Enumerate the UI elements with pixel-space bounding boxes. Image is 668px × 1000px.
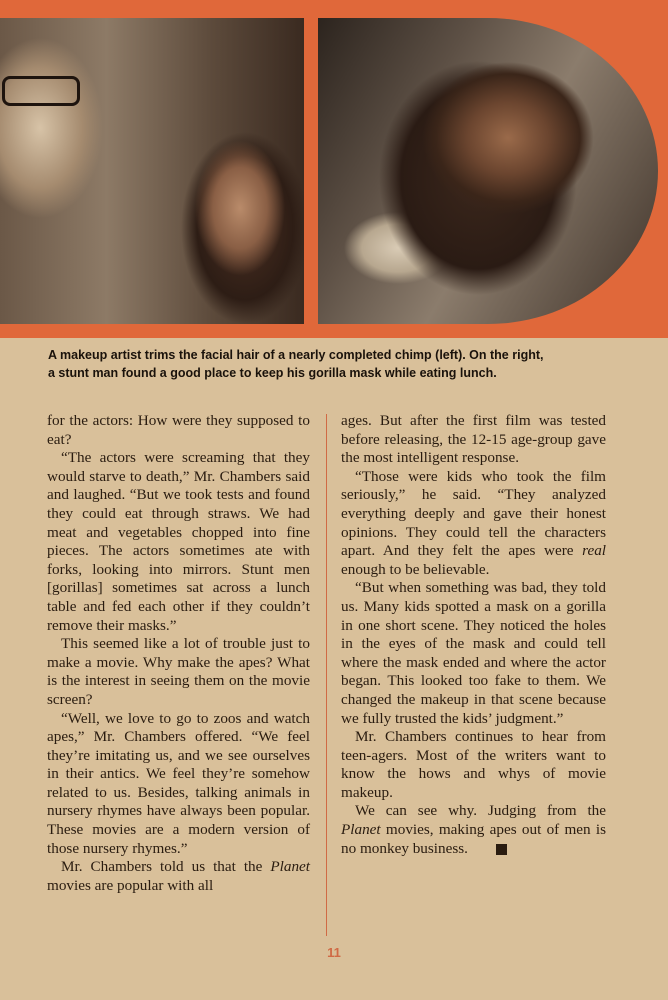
caption-line-2: a stunt man found a good place to keep his gorilla mask while eating lunch. <box>48 366 497 380</box>
left-paragraph-3: This seemed like a lot of trouble just to make a movie. Why make the apes? What is the interest in seeing them on the movie screen? <box>47 635 310 708</box>
left-p5-text-b: movies are popular with all <box>47 876 214 894</box>
right-paragraph-1: ages. But after the first film was tested before releasing, the 12-15 age-group gave the most intelligent response. <box>341 412 606 467</box>
left-text-column <box>47 412 310 895</box>
caption-line-1: A makeup artist trims the facial hair of a nearly completed chimp (left). On the right, <box>48 348 544 362</box>
photo-stunt-man-gorilla-mask <box>318 18 658 324</box>
right-paragraph-5 <box>341 802 606 858</box>
end-of-article-square-icon <box>496 844 507 855</box>
right-text-column <box>341 412 606 858</box>
left-paragraph-4: “Well, we love to go to zoos and watch apes,” Mr. Chambers offered. “We feel they’re imitating us, and we see ourselves in their antics. We feel they’re somehow related to us. Besides, talking animals in nursery rhymes have always been popular. These movies are a modern version of those nursery rhymes.” <box>47 709 310 857</box>
glasses-shape <box>2 76 80 106</box>
page-number: 11 <box>327 945 341 960</box>
left-p5-italic: Planet <box>270 858 311 876</box>
right-p5-text-a: We can see why. Judging from the <box>355 802 606 820</box>
right-p5-text-b: movies, making apes out of men is no monkey business. <box>341 821 607 857</box>
left-p5-text-a: Mr. Chambers told us that the <box>61 858 263 876</box>
right-p2-text-b: enough to be believable. <box>341 560 490 578</box>
right-paragraph-2 <box>341 468 606 580</box>
left-paragraph-1: for the actors: How were they supposed to eat? <box>47 412 310 448</box>
photo-caption <box>48 346 623 382</box>
right-p5-italic: Planet <box>341 821 381 839</box>
left-paragraph-2: “The actors were screaming that they would starve to death,” Mr. Chambers said and laughed. “But we took tests and found they could eat through straws. We had meat and vegetables chopped into fine pieces. The actors sometimes ate with forks, looking into mirrors. Stunt men [gorillas] sometimes sat across a lunch table and fed each other if they couldn’t remove their masks.” <box>47 449 310 634</box>
column-divider <box>326 414 327 936</box>
photo-makeup-artist-chimp <box>0 18 304 324</box>
left-paragraph-5 <box>47 858 310 895</box>
right-p2-text-a: “Those were kids who took the film seriously,” he said. “They analyzed everything deeply and gave their honest opinions. They could tell the characters apart. And they felt the apes were <box>341 467 606 560</box>
right-paragraph-3: “But when something was bad, they told us. Many kids spotted a mask on a gorilla in one short scene. They noticed the holes in the eyes of the mask and could tell where the mask ended and where the actor began. This looked too fake to them. We changed the makeup in that scene because we fully trusted the kids’ judgment.” <box>341 579 606 727</box>
right-p2-italic: real <box>582 542 607 560</box>
right-paragraph-4: Mr. Chambers continues to hear from teen-agers. Most of the writers want to know the hows and whys of movie makeup. <box>341 728 606 801</box>
